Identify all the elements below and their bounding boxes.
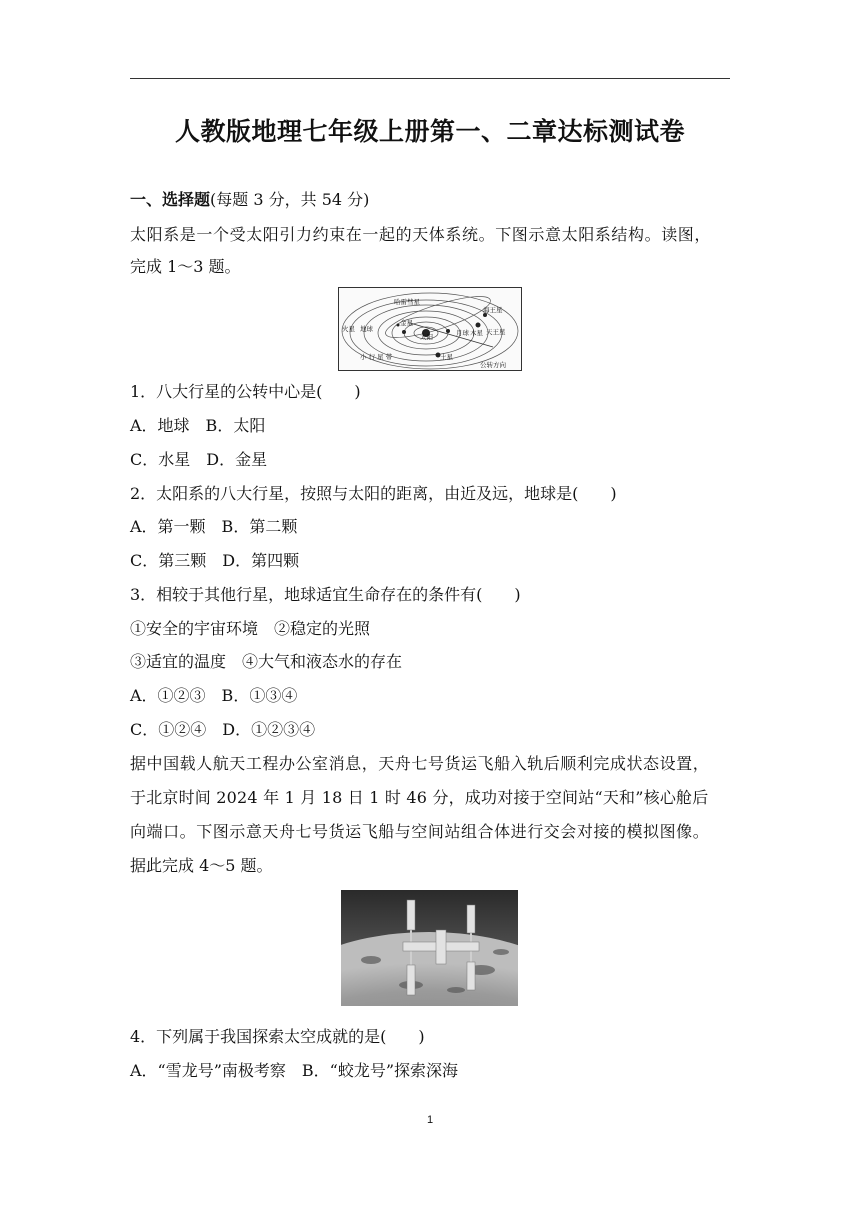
q3-options-cd: C．①②④ D．①②③④ (130, 720, 316, 739)
label-jupiter: 木星 (470, 329, 483, 337)
intro2-line-2: 于北京时间 2024 年 1 月 18 日 1 时 46 分，成功对接于空间站“天和”核心舱后 (130, 788, 709, 807)
q1-options-ab: A．地球 B．太阳 (130, 416, 266, 435)
label-halley: 哈雷彗星 (394, 298, 420, 306)
q4-options-ab: A．“雪龙号”南极考察 B．“蛟龙号”探索深海 (130, 1061, 459, 1080)
intro1-line-1: 太阳系是一个受太阳引力约束在一起的天体系统。下图示意太阳系结构。读图， (130, 225, 712, 244)
intro2-line-1: 据中国载人航天工程办公室消息，天舟七号货运飞船入轨后顺利完成状态设置， (130, 754, 710, 773)
label-uranus: 天王星 (486, 328, 506, 336)
intro1-line-2: 完成 1～3 题。 (130, 257, 241, 276)
label-earth: 地球 (360, 325, 373, 333)
label-direction: 公转方向 (480, 361, 506, 369)
section-heading (130, 189, 369, 211)
q4-stem: 4．下列属于我国探索太空成就的是( ) (130, 1027, 425, 1046)
section-note: (每题 3 分，共 54 分) (210, 190, 370, 209)
q3-conditions-1: ①安全的宇宙环境 ②稳定的光照 (130, 619, 371, 638)
q3-options-ab: A．①②③ B．①③④ (130, 686, 298, 705)
label-sun: 太阳 (420, 333, 433, 341)
intro2-line-3: 向端口。下图示意天舟七号货运飞船与空间站组合体进行交会对接的模拟图像。 (130, 822, 710, 841)
q1-options-cd: C．水星 D．金星 (130, 450, 268, 469)
section-label: 一、选择题 (130, 190, 211, 209)
label-moon: 月球 (456, 329, 469, 337)
page-number: 1 (426, 1114, 434, 1126)
header-rule (130, 78, 730, 79)
label-asteroid-belt: 小 行 星 带 (360, 353, 393, 361)
q1-stem: 1．八大行星的公转中心是( ) (130, 382, 361, 401)
q3-stem: 3．相较于其他行星，地球适宜生命存在的条件有( ) (130, 585, 521, 604)
label-neptune: 海王星 (483, 306, 503, 314)
q2-options-ab: A．第一颗 B．第二颗 (130, 517, 298, 536)
q2-stem: 2．太阳系的八大行星，按照与太阳的距离，由近及远，地球是( ) (130, 484, 617, 503)
space-station-image (341, 890, 518, 1006)
label-venus: 金星 (400, 319, 413, 327)
label-mars: 火星 (342, 325, 355, 333)
q3-conditions-2: ③适宜的温度 ④大气和液态水的存在 (130, 652, 403, 671)
intro2-line-4: 据此完成 4～5 题。 (130, 856, 273, 875)
q2-options-cd: C．第三颗 D．第四颗 (130, 551, 300, 570)
label-saturn: 土星 (440, 353, 453, 361)
solar-system-diagram (338, 287, 522, 371)
document-title: 人教版地理七年级上册第一、二章达标测试卷 (174, 117, 685, 146)
